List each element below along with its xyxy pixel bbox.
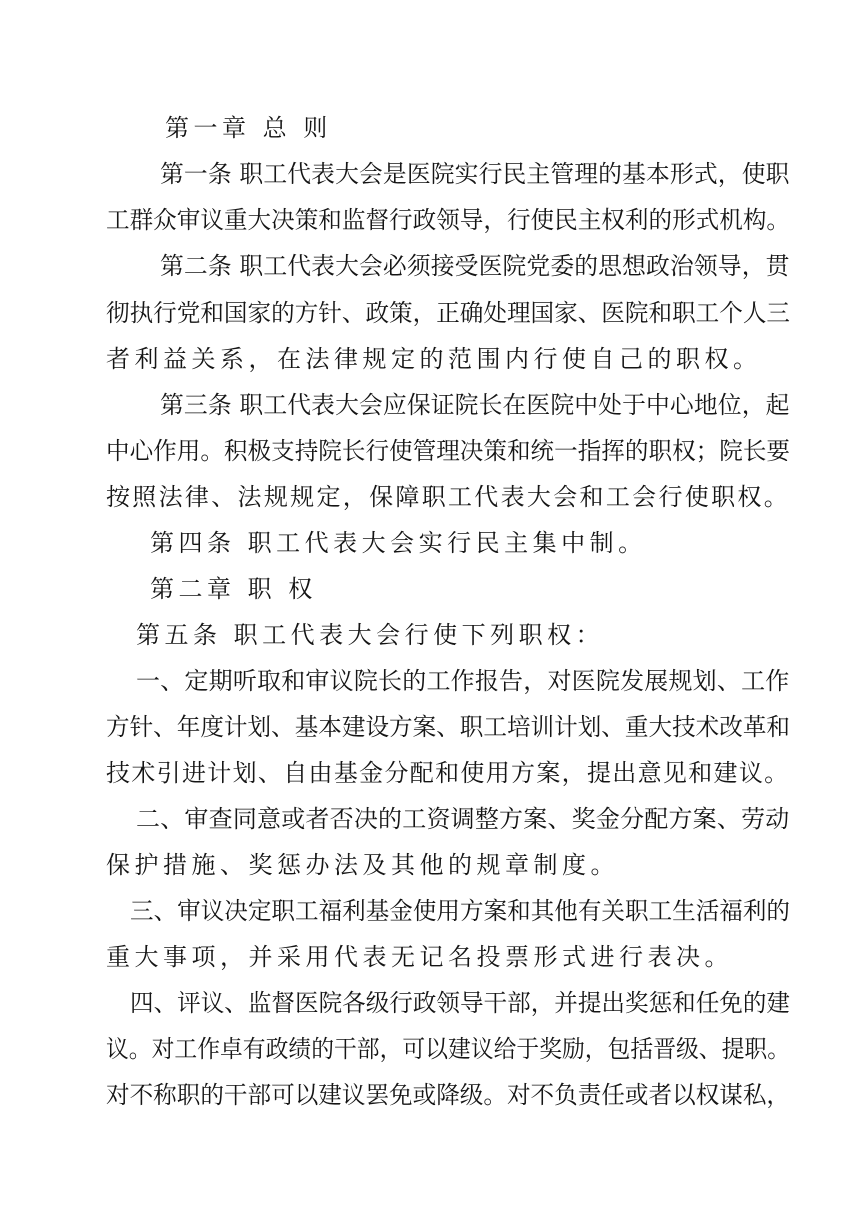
paragraph-line: 对不称职的干部可以建议罢免或降级。对不负责任或者以权谋私， — [106, 1081, 790, 1109]
paragraph-line: 第一条 职工代表大会是医院实行民主管理的基本形式，使职 — [160, 160, 790, 188]
paragraph-line: 第四条 职工代表大会实行民主集中制。 — [150, 529, 647, 557]
paragraph-line: 第五条 职工代表大会行使下列职权： — [136, 621, 605, 649]
paragraph-line: 第三条 职工代表大会应保证院长在医院中处于中心地位，起 — [160, 391, 790, 419]
chapter-heading: 第一章 总 则 — [165, 114, 332, 142]
paragraph-line: 方针、年度计划、基本建设方案、职工培训计划、重大技术改革和 — [106, 713, 790, 741]
chapter-heading: 第二章 职 权 — [150, 575, 317, 603]
paragraph-line: 技术引进计划、自由基金分配和使用方案，提出意见和建议。 — [106, 759, 790, 787]
paragraph-line: 三、审议决定职工福利基金使用方案和其他有关职工生活福利的 — [130, 897, 790, 925]
paragraph-line: 保护措施、奖惩办法及其他的规章制度。 — [106, 851, 619, 879]
paragraph-line: 一、定期听取和审议院长的工作报告，对医院发展规划、工作 — [136, 667, 790, 695]
paragraph-line: 者利益关系，在法律规定的范围内行使自己的职权。 — [106, 345, 762, 373]
paragraph-line: 议。对工作卓有政绩的干部，可以建议给于奖励，包括晋级、提职。 — [106, 1035, 790, 1063]
paragraph-line: 中心作用。积极支持院长行使管理决策和统一指挥的职权；院长要 — [106, 437, 790, 465]
paragraph-line: 按照法律、法规规定，保障职工代表大会和工会行使职权。 — [106, 483, 790, 511]
paragraph-line: 工群众审议重大决策和监督行政领导，行使民主权利的形式机构。 — [106, 206, 790, 234]
paragraph-line: 重大事项，并采用代表无记名投票形式进行表决。 — [106, 943, 733, 971]
paragraph-line: 二、审查同意或者否决的工资调整方案、奖金分配方案、劳动 — [136, 805, 790, 833]
paragraph-line: 第二条 职工代表大会必须接受医院党委的思想政治领导，贯 — [160, 252, 790, 280]
paragraph-line: 彻执行党和国家的方针、政策，正确处理国家、医院和职工个人三 — [106, 299, 790, 327]
paragraph-line: 四、评议、监督医院各级行政领导干部，并提出奖惩和任免的建 — [130, 989, 790, 1017]
